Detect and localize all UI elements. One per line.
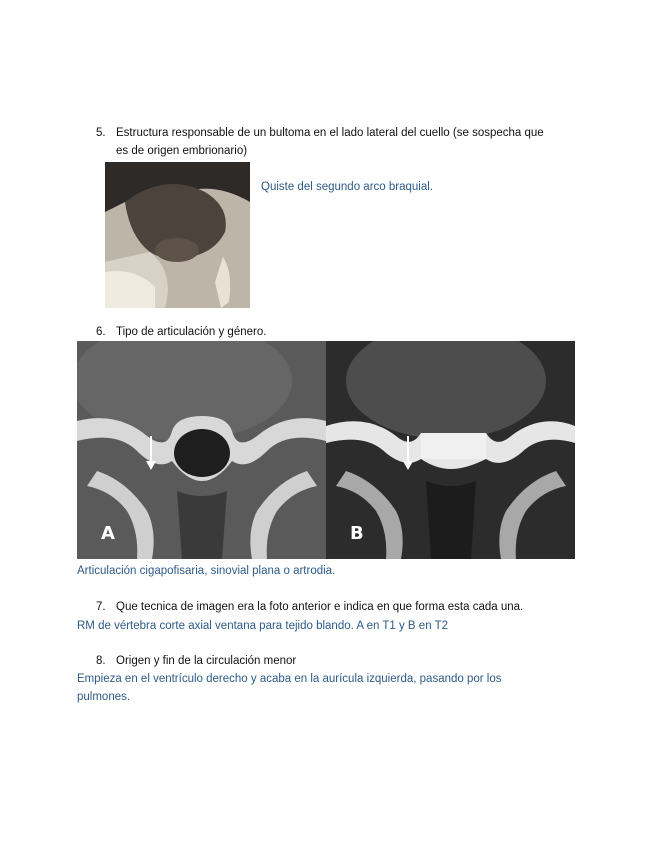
- mri-image-a: [77, 341, 326, 559]
- question-text-line-1: Estructura responsable de un bultoma en el lado lateral del cuello (se sospecha que: [116, 127, 544, 139]
- question-text: Origen y fin de la circulación menor: [116, 655, 297, 667]
- question-text: Que tecnica de imagen era la foto anterior e indica en que forma esta cada una.: [116, 601, 524, 613]
- image-label-a: A: [101, 523, 115, 544]
- question-number: 5.: [96, 127, 106, 139]
- question-7: [96, 598, 586, 616]
- answer-6: Articulación cigapofisaria, sinovial plana o artrodia.: [77, 565, 336, 577]
- question-5: [96, 124, 586, 160]
- question-number: 6.: [96, 326, 106, 338]
- question-text: Tipo de articulación y género.: [116, 326, 267, 338]
- question-8: [96, 652, 586, 670]
- neck-lump-photo: [105, 162, 250, 308]
- question-number: 8.: [96, 655, 106, 667]
- answer-8-line-1: Empieza en el ventrículo derecho y acaba en la aurícula izquierda, pasando por los: [77, 673, 502, 685]
- answer-8-line-2: pulmones.: [77, 691, 131, 703]
- question-6: [96, 323, 586, 341]
- answer-5: Quiste del segundo arco braquial.: [261, 181, 433, 193]
- question-text-line-2: es de origen embrionario): [116, 145, 248, 157]
- question-number: 7.: [96, 601, 106, 613]
- answer-7: RM de vértebra corte axial ventana para tejido blando. A en T1 y B en T2: [77, 620, 448, 632]
- mri-image-b: [326, 341, 575, 559]
- image-label-b: B: [350, 523, 364, 544]
